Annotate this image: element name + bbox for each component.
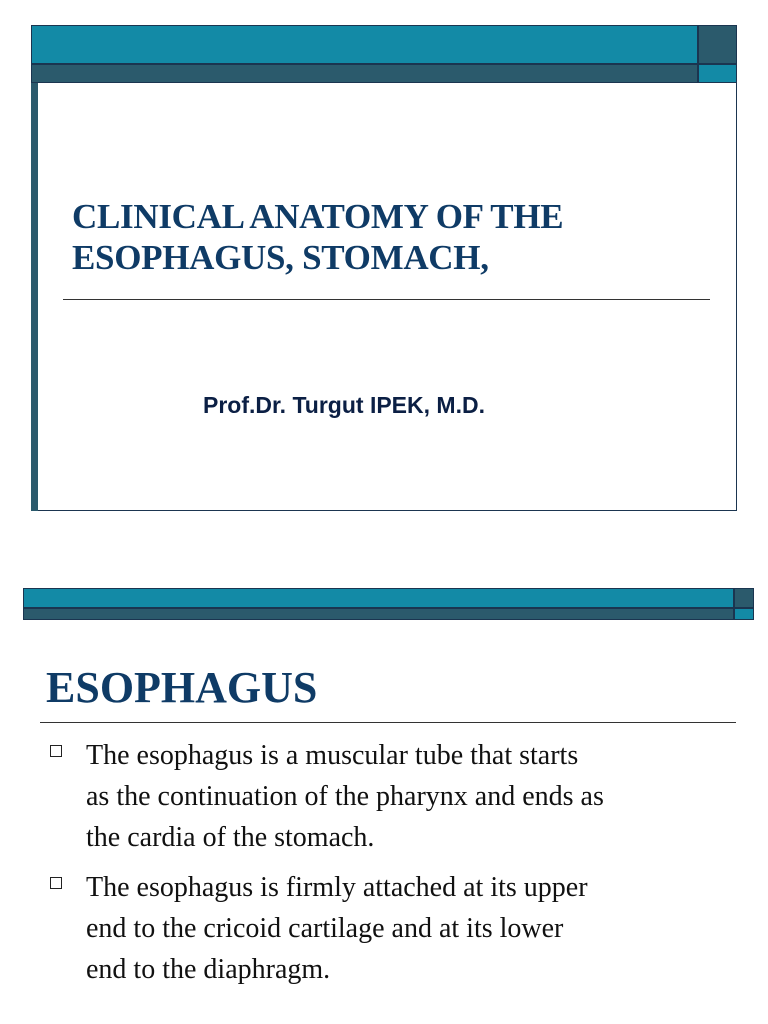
title-divider [63, 299, 710, 300]
title-slide-header-band [31, 25, 698, 64]
author-name: Prof.Dr. Turgut IPEK, M.D. [203, 392, 485, 418]
square-bullet-icon [50, 745, 62, 757]
slide-title [72, 196, 712, 278]
list-item-line: end to the diaphragm. [86, 954, 331, 985]
heading-divider [40, 722, 736, 723]
list-item-line: The esophagus is firmly attached at its upper [86, 872, 588, 903]
content-slide-header-band [23, 588, 734, 608]
bullet-list [46, 735, 746, 999]
slide-title-line-1: CLINICAL ANATOMY OF THE [72, 197, 564, 236]
list-item-line: as the continuation of the pharynx and ends as [86, 781, 604, 812]
content-slide-header-stripe [23, 608, 734, 620]
content-slide-corner-square-light [734, 608, 754, 620]
title-slide-corner-square-dark [698, 25, 737, 64]
list-item [46, 735, 746, 858]
title-slide-left-bar [31, 83, 38, 511]
list-item [46, 867, 746, 990]
title-slide-header-stripe [31, 64, 698, 83]
content-slide-corner-square-dark [734, 588, 754, 608]
square-bullet-icon [50, 877, 62, 889]
title-slide-corner-square-light [698, 64, 737, 83]
list-item-line: end to the cricoid cartilage and at its lower [86, 913, 564, 944]
slide-title-line-2: ESOPHAGUS, STOMACH, [72, 238, 489, 277]
section-heading: ESOPHAGUS [46, 663, 318, 712]
list-item-line: the cardia of the stomach. [86, 822, 375, 853]
list-item-line: The esophagus is a muscular tube that starts [86, 740, 579, 771]
